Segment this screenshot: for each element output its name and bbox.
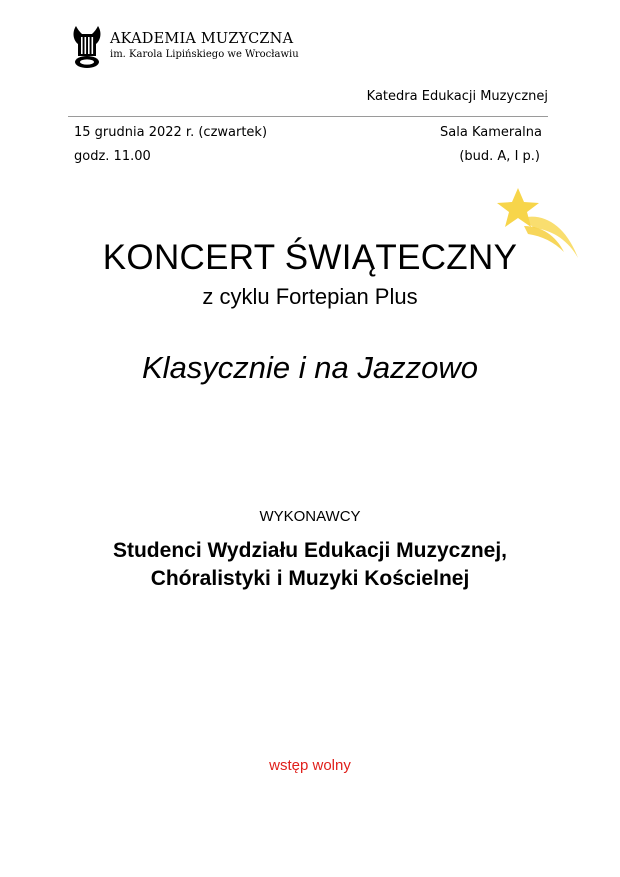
performers-line-1: Studenci Wydziału Edukacji Muzycznej, xyxy=(112,539,508,562)
department-name: Katedra Edukacji Muzycznej xyxy=(366,89,548,104)
header-divider xyxy=(68,116,548,117)
event-date: 15 grudnia 2022 r. (czwartek) xyxy=(74,125,268,140)
concert-title: KONCERT ŚWIĄTECZNY xyxy=(102,238,518,277)
concert-tagline: Klasycznie i na Jazzowo xyxy=(142,350,478,385)
concert-series: z cyklu Fortepian Plus xyxy=(202,284,418,309)
performers-line-2: Chóralistyki i Muzyki Kościelnej xyxy=(150,567,470,590)
event-venue: Sala Kameralna xyxy=(440,125,542,140)
academy-subtitle: im. Karola Lipińskiego we Wrocławiu xyxy=(110,49,299,60)
performers-names xyxy=(0,537,620,593)
academy-name: AKADEMIA MUZYCZNA xyxy=(110,31,294,47)
event-time: godz. 11.00 xyxy=(74,149,151,164)
lyre-icon xyxy=(70,22,104,70)
academy-name-block xyxy=(110,30,299,62)
academy-logo xyxy=(70,22,299,70)
admission-note: wstęp wolny xyxy=(269,757,351,774)
performers-label: WYKONAWCY xyxy=(259,508,361,525)
event-building: (bud. A, I p.) xyxy=(459,149,540,164)
